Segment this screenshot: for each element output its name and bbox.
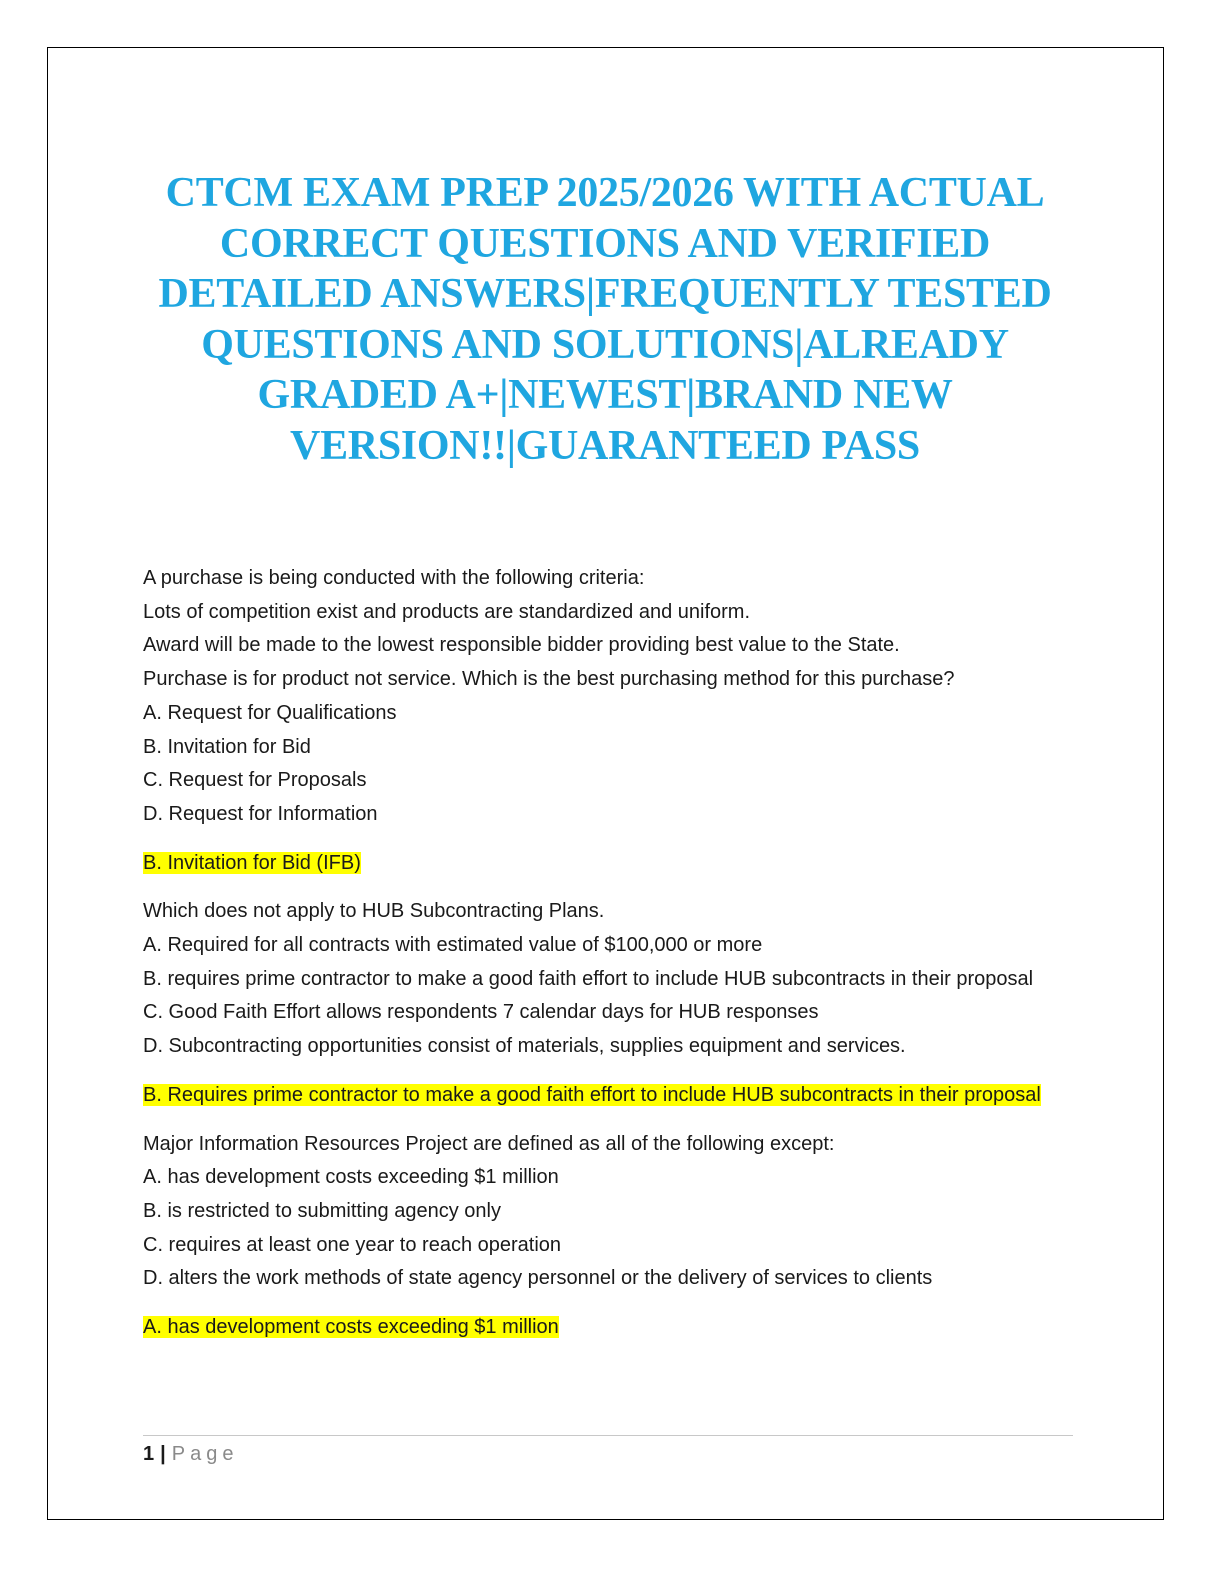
question-text: Major Information Resources Project are defined as all of the following except: xyxy=(143,1132,835,1155)
option-a: A. Required for all contracts with estimated value of $100,000 or more xyxy=(143,934,763,957)
option-d: D. alters the work methods of state agency personnel or the delivery of services to clients xyxy=(143,1267,933,1290)
option-d: D. Request for Information xyxy=(143,802,378,825)
page-number: 1 xyxy=(143,1443,155,1465)
question-text: Award will be made to the lowest responsible bidder providing best value to the State. xyxy=(143,634,900,657)
answer-text: B. Invitation for Bid (IFB) xyxy=(143,851,361,874)
footer-divider xyxy=(143,1435,1073,1436)
footer-separator: | xyxy=(160,1443,166,1465)
option-c: C. requires at least one year to reach operation xyxy=(143,1233,562,1256)
page-label: Page xyxy=(171,1443,239,1465)
option-a: A. Request for Qualifications xyxy=(143,701,397,724)
option-b: B. is restricted to submitting agency only xyxy=(143,1199,501,1222)
option-c: C. Request for Proposals xyxy=(143,769,367,792)
answer-highlight-3 xyxy=(143,1311,1073,1345)
question-block-1 xyxy=(143,562,1073,832)
question-block-2 xyxy=(143,895,1073,1064)
document-title: CTCM EXAM PREP 2025/2026 WITH ACTUAL CORRECT QUESTIONS AND VERIFIED DETAILED ANSWERS|FREQUENTLY TESTED QUESTIONS AND SOLUTIONS|ALREADY GRADED A+|NEWEST|BRAND NEW VERSION!!|GUARANTEED PASS xyxy=(158,170,1052,469)
option-a: A. has development costs exceeding $1 million xyxy=(143,1166,559,1189)
answer-text: A. has development costs exceeding $1 million xyxy=(143,1316,559,1339)
answer-highlight-1 xyxy=(143,847,1073,881)
option-b: B. Invitation for Bid xyxy=(143,735,311,758)
option-c: C. Good Faith Effort allows respondents 7 calendar days for HUB responses xyxy=(143,1001,819,1024)
option-b: B. requires prime contractor to make a good faith effort to include HUB subcontracts in their proposal xyxy=(143,967,1034,990)
question-text: Which does not apply to HUB Subcontracting Plans. xyxy=(143,900,605,923)
option-d: D. Subcontracting opportunities consist of materials, supplies equipment and services. xyxy=(143,1035,906,1058)
question-text: A purchase is being conducted with the following criteria: xyxy=(143,567,645,589)
answer-text: B. Requires prime contractor to make a good faith effort to include HUB subcontracts in their proposal xyxy=(143,1083,1041,1106)
question-block-3 xyxy=(143,1128,1073,1297)
answer-highlight-2 xyxy=(143,1079,1073,1113)
question-text: Lots of competition exist and products are standardized and uniform. xyxy=(143,600,751,623)
page-footer xyxy=(143,1441,238,1467)
question-list xyxy=(143,562,1073,1360)
question-text: Purchase is for product not service. Which is the best purchasing method for this purchase? xyxy=(143,668,955,691)
